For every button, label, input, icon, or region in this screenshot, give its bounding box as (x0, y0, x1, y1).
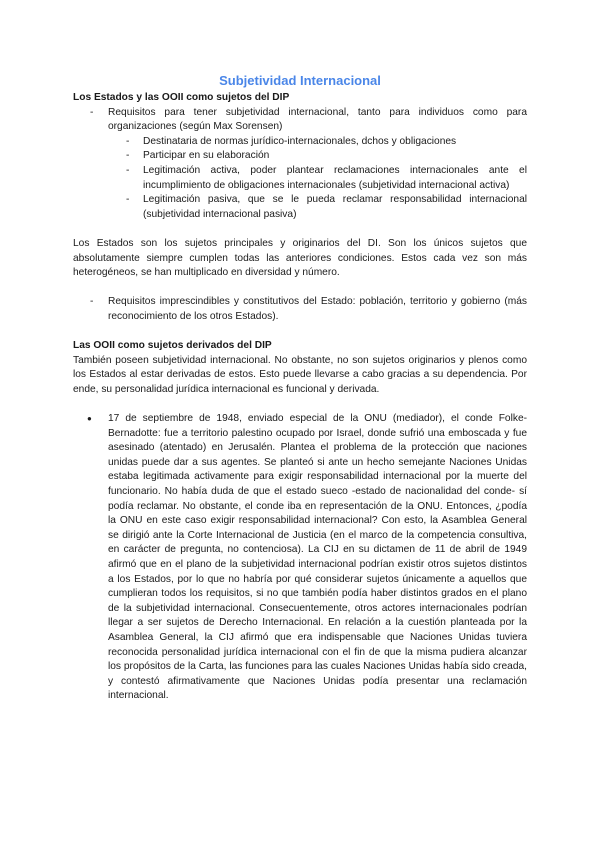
spacer (73, 281, 527, 296)
spacer (73, 325, 527, 340)
section-heading: Los Estados y las OOII como sujetos del DIP (73, 92, 290, 103)
sub-list-item: - Participar en su elaboración (108, 149, 527, 164)
list-item: - Requisitos imprescindibles y constitutivos del Estado: población, territorio y gobierno (más reconocimiento de los otros Estados). (73, 295, 527, 324)
document-title: Subjetividad Internacional (219, 73, 381, 88)
sub-list-item: - Destinataria de normas jurídico-internacionales, dchos y obligaciones (108, 135, 527, 150)
sub-list-item: - Legitimación pasiva, que se le pueda reclamar responsabilidad internacional (subjetividad internacional pasiva) (108, 193, 527, 222)
section-heading: Las OOII como sujetos derivados del DIP (73, 340, 272, 352)
bullet-list (73, 412, 527, 704)
paragraph: Los Estados son los sujetos principales y originarios del DI. Son los únicos sujetos que absolutamente siempre cumplen todas las anteriores condiciones. Estos cada vez son más heterogéneos, se han multiplicado en diversidad y número. (73, 237, 527, 279)
paragraph: También poseen subjetividad internacional. No obstante, no son sujetos originarios y plenos como los Estados al estar derivadas de estos. Esto puede llevarse a cabo gracias a su dependencia. Por ende, su personalidad jurídica internacional es funcional y derivada. (73, 354, 527, 395)
sub-list (108, 135, 527, 223)
spacer (73, 397, 527, 412)
sub-list-item: - Legitimación activa, poder plantear reclamaciones internacionales ante el incumplimiento de obligaciones internacionales (subjetividad internacional activa) (108, 164, 527, 193)
spacer (73, 222, 527, 237)
list-item (73, 106, 527, 223)
list-item: ● 17 de septiembre de 1948, enviado especial de la ONU (mediador), el conde Folke-Bernadotte: fue a territorio palestino ocupado por Israel, donde sufrió una emboscada y fue asesinado (atentado) en Jerusalén. Plantea el problema de la protección que naciones unidas puede dar a sus agentes. Se planteó si ante un hecho semejante Naciones Unidas estaba legitimada activamente para exigir responsabilidad internacional por la muerte del funcionario. No había duda de que el estado sueco -estado de nacionalidad del conde- sí podía reclamar. No obstante, el conde iba en representación de la ONU. Entonces, ¿podía la ONU en este caso exigir responsabilidad internacional? Con esto, la Asamblea General se dirigió ante la Corte Internacional de Justicia (en el marco de la competencia consultiva, en carácter de pregunta, no contenciosa). La CIJ en su dictamen de 11 de abril de 1949 afirmó que en el plano de la subjetividad internacional podrían existir otros sujetos distintos a los Estados, por lo que no habría por qué considerar sujetos únicamente a aquellos que cumplieran todos los requisitos, si no que también podía haber distintos grados en el plano de la subjetividad internacional. Consecuentemente, otros actores internacionales podrían llegar a ser sujetos de Derecho Internacional. En relación a la cuestión planteada por la Asamblea General, la CIJ afirmó que era indispensable que Naciones Unidas tuviera reconocida personalidad jurídica internacional con el fin de que la misma pudiera alcanzar los propósitos de la Carta, las funciones para las cuales Naciones Unidas había sido creada, y contestó afirmativamente que Naciones Unidas podía presentar una reclamación internacional. (73, 412, 527, 704)
dash-list (73, 295, 527, 324)
dash-list (73, 106, 527, 223)
document-content (73, 72, 527, 704)
list-item-text: Requisitos para tener subjetividad internacional, tanto para individuos como para organizaciones (según Max Sorensen) (108, 106, 527, 133)
